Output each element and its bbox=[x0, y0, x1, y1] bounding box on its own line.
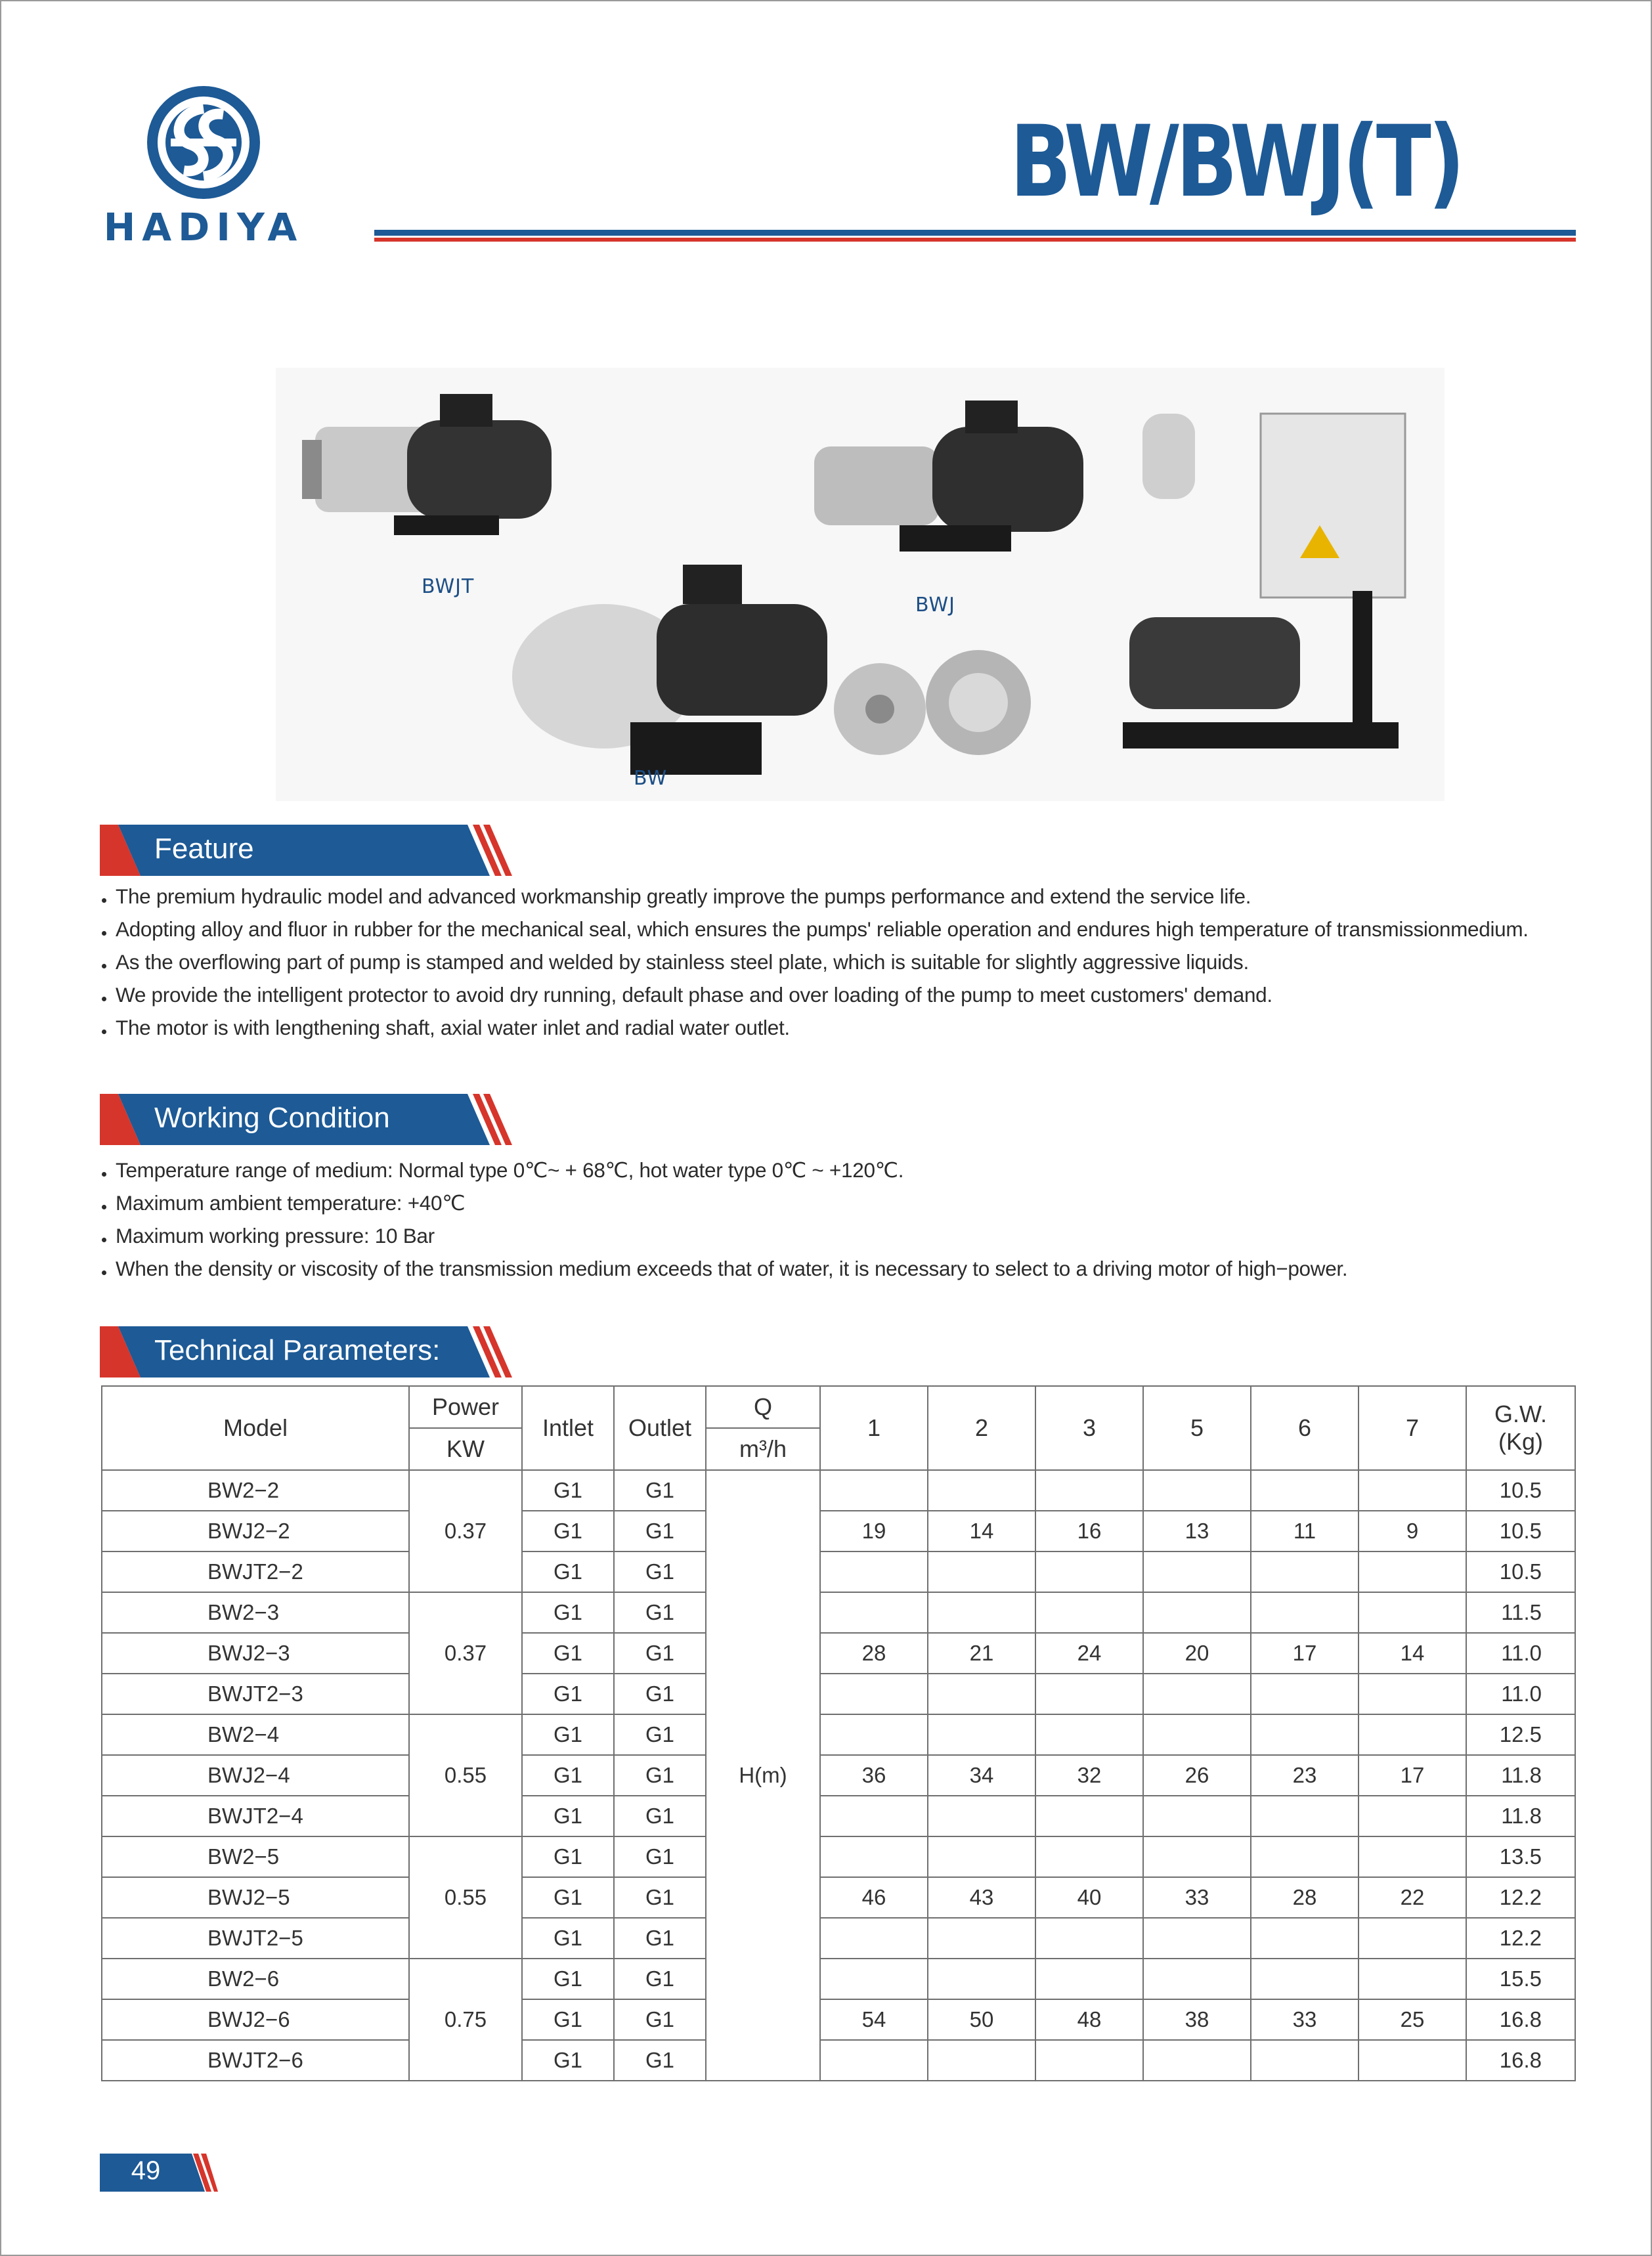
head-cell: 46 bbox=[820, 1877, 928, 1918]
table-row bbox=[102, 1999, 1575, 2040]
outlet-cell: G1 bbox=[614, 1877, 706, 1918]
inlet-cell: G1 bbox=[522, 1551, 614, 1592]
head-cell: 48 bbox=[1035, 1999, 1143, 2040]
gw-cell: 12.2 bbox=[1466, 1918, 1575, 1959]
head-cell: 22 bbox=[1359, 1877, 1466, 1918]
inlet-cell: G1 bbox=[522, 1714, 614, 1755]
head-cell: 19 bbox=[820, 1511, 928, 1551]
power-cell: 0.55 bbox=[409, 1714, 522, 1836]
model-cell: BWJT2−6 bbox=[102, 2040, 409, 2081]
working-condition-section-header bbox=[100, 1094, 520, 1145]
outlet-cell: G1 bbox=[614, 1633, 706, 1674]
header-rule bbox=[374, 230, 1576, 236]
inlet-header: Intlet bbox=[522, 1386, 614, 1470]
head-cell: 16 bbox=[1035, 1511, 1143, 1551]
model-cell: BWJT2−5 bbox=[102, 1918, 409, 1959]
head-cell: 9 bbox=[1359, 1511, 1466, 1551]
head-cell: 17 bbox=[1359, 1755, 1466, 1796]
flow-3-header: 3 bbox=[1035, 1386, 1143, 1470]
outlet-cell: G1 bbox=[614, 1470, 706, 1511]
gw-cell: 11.0 bbox=[1466, 1674, 1575, 1714]
table-row bbox=[102, 2040, 1575, 2081]
model-cell: BW2−2 bbox=[102, 1470, 409, 1511]
flow-7-header: 7 bbox=[1359, 1386, 1466, 1470]
table-row bbox=[102, 1877, 1575, 1918]
working-condition-item: Temperature range of medium: Normal type 0℃~ + 68℃, hot water type 0℃ ~ +120℃. bbox=[100, 1154, 1347, 1186]
inlet-cell: G1 bbox=[522, 1959, 614, 1999]
flow-5-header: 5 bbox=[1143, 1386, 1251, 1470]
table-row bbox=[102, 1674, 1575, 1714]
technical-section-header bbox=[100, 1326, 520, 1377]
head-cell: 28 bbox=[1251, 1877, 1359, 1918]
head-cell: 25 bbox=[1359, 1999, 1466, 2040]
working-condition-heading: Working Condition bbox=[154, 1102, 390, 1134]
head-cell: 40 bbox=[1035, 1877, 1143, 1918]
table-row bbox=[102, 1755, 1575, 1796]
model-cell: BWJ2−5 bbox=[102, 1877, 409, 1918]
inlet-cell: G1 bbox=[522, 1633, 614, 1674]
outlet-cell: G1 bbox=[614, 1836, 706, 1877]
feature-item: Adopting alloy and fluor in rubber for the mechanical seal, which ensures the pumps' reliable operation and endures high temperature of transmissionmedium. bbox=[100, 913, 1529, 945]
gw-cell: 10.5 bbox=[1466, 1551, 1575, 1592]
table-row bbox=[102, 1592, 1575, 1633]
outlet-cell: G1 bbox=[614, 2040, 706, 2081]
gw-cell: 10.5 bbox=[1466, 1470, 1575, 1511]
head-cell: 21 bbox=[928, 1633, 1035, 1674]
table-row bbox=[102, 1470, 1575, 1511]
flow-2-header: 2 bbox=[928, 1386, 1035, 1470]
table-row bbox=[102, 1959, 1575, 1999]
inlet-cell: G1 bbox=[522, 1918, 614, 1959]
feature-item: We provide the intelligent protector to avoid dry running, default phase and over loading of the pump to meet customers' demand. bbox=[100, 978, 1529, 1011]
head-cell: 33 bbox=[1143, 1877, 1251, 1918]
flow-6-header: 6 bbox=[1251, 1386, 1359, 1470]
model-cell: BWJ2−2 bbox=[102, 1511, 409, 1551]
head-label-cell: H(m) bbox=[706, 1470, 820, 2081]
outlet-cell: G1 bbox=[614, 1959, 706, 1999]
bwj-label: BWJ bbox=[915, 594, 956, 617]
feature-heading: Feature bbox=[154, 833, 254, 865]
power-unit-header: KW bbox=[409, 1428, 522, 1470]
table-row bbox=[102, 1714, 1575, 1755]
head-cell: 11 bbox=[1251, 1511, 1359, 1551]
head-cell: 26 bbox=[1143, 1755, 1251, 1796]
table-row bbox=[102, 1511, 1575, 1551]
inlet-cell: G1 bbox=[522, 1755, 614, 1796]
brand-name: HADIYA bbox=[103, 205, 304, 249]
outlet-cell: G1 bbox=[614, 1551, 706, 1592]
table-row bbox=[102, 1551, 1575, 1592]
outlet-cell: G1 bbox=[614, 1511, 706, 1551]
page-number: 49 bbox=[131, 2156, 161, 2185]
inlet-cell: G1 bbox=[522, 1470, 614, 1511]
head-cell: 43 bbox=[928, 1877, 1035, 1918]
model-cell: BWJ2−3 bbox=[102, 1633, 409, 1674]
gw-header-label: G.W. bbox=[1494, 1400, 1547, 1427]
head-cell: 36 bbox=[820, 1755, 928, 1796]
gw-cell: 12.5 bbox=[1466, 1714, 1575, 1755]
working-condition-list bbox=[100, 1154, 1347, 1285]
head-cell: 24 bbox=[1035, 1633, 1143, 1674]
gw-cell: 11.5 bbox=[1466, 1592, 1575, 1633]
head-cell: 17 bbox=[1251, 1633, 1359, 1674]
gw-cell: 15.5 bbox=[1466, 1959, 1575, 1999]
gw-cell: 12.2 bbox=[1466, 1877, 1575, 1918]
inlet-cell: G1 bbox=[522, 1877, 614, 1918]
gw-cell: 10.5 bbox=[1466, 1511, 1575, 1551]
power-cell: 0.55 bbox=[409, 1836, 522, 1959]
bw-label: BW bbox=[634, 767, 668, 790]
head-cell: 14 bbox=[1359, 1633, 1466, 1674]
inlet-cell: G1 bbox=[522, 1796, 614, 1836]
model-cell: BWJ2−4 bbox=[102, 1755, 409, 1796]
gw-header-unit: (Kg) bbox=[1498, 1428, 1543, 1455]
head-cell: 34 bbox=[928, 1755, 1035, 1796]
model-cell: BWJ2−6 bbox=[102, 1999, 409, 2040]
inlet-cell: G1 bbox=[522, 1511, 614, 1551]
head-cell: 54 bbox=[820, 1999, 928, 2040]
feature-list bbox=[100, 880, 1529, 1044]
model-cell: BW2−6 bbox=[102, 1959, 409, 1999]
head-cell: 33 bbox=[1251, 1999, 1359, 2040]
head-cell: 14 bbox=[928, 1511, 1035, 1551]
power-cell: 0.37 bbox=[409, 1592, 522, 1714]
gw-cell: 13.5 bbox=[1466, 1836, 1575, 1877]
outlet-cell: G1 bbox=[614, 1999, 706, 2040]
inlet-cell: G1 bbox=[522, 1674, 614, 1714]
model-cell: BW2−4 bbox=[102, 1714, 409, 1755]
gw-cell: 11.0 bbox=[1466, 1633, 1575, 1674]
page-title: BW/BWJ(T) bbox=[1009, 105, 1462, 219]
gw-header bbox=[1466, 1386, 1575, 1470]
model-header: Model bbox=[102, 1386, 409, 1470]
head-cell: 13 bbox=[1143, 1511, 1251, 1551]
feature-item: As the overflowing part of pump is stamped and welded by stainless steel plate, which is suitable for slightly aggressive liquids. bbox=[100, 945, 1529, 978]
head-cell: 38 bbox=[1143, 1999, 1251, 2040]
header-rule-accent bbox=[374, 238, 1576, 242]
gw-cell: 16.8 bbox=[1466, 2040, 1575, 2081]
head-cell: 23 bbox=[1251, 1755, 1359, 1796]
outlet-header: Outlet bbox=[614, 1386, 706, 1470]
table-header-row bbox=[102, 1386, 1575, 1428]
head-cell: 28 bbox=[820, 1633, 928, 1674]
table-row bbox=[102, 1918, 1575, 1959]
working-condition-item: Maximum ambient temperature: +40℃ bbox=[100, 1186, 1347, 1219]
bwjt-label: BWJT bbox=[422, 575, 475, 598]
model-cell: BWJT2−2 bbox=[102, 1551, 409, 1592]
working-condition-item: When the density or viscosity of the transmission medium exceeds that of water, it is necessary to select to a driving motor of high−power. bbox=[100, 1252, 1347, 1285]
power-cell: 0.75 bbox=[409, 1959, 522, 2081]
outlet-cell: G1 bbox=[614, 1755, 706, 1796]
model-cell: BW2−5 bbox=[102, 1836, 409, 1877]
q-unit-header: m³/h bbox=[706, 1428, 820, 1470]
feature-section-header bbox=[100, 825, 520, 876]
feature-item: The premium hydraulic model and advanced workmanship greatly improve the pumps performance and extend the service life. bbox=[100, 880, 1529, 913]
outlet-cell: G1 bbox=[614, 1592, 706, 1633]
outlet-cell: G1 bbox=[614, 1714, 706, 1755]
model-cell: BWJT2−3 bbox=[102, 1674, 409, 1714]
inlet-cell: G1 bbox=[522, 2040, 614, 2081]
gw-cell: 16.8 bbox=[1466, 1999, 1575, 2040]
working-condition-item: Maximum working pressure: 10 Bar bbox=[100, 1219, 1347, 1252]
head-cell: 20 bbox=[1143, 1633, 1251, 1674]
outlet-cell: G1 bbox=[614, 1796, 706, 1836]
technical-parameters-table bbox=[101, 1385, 1576, 2081]
head-cell: 32 bbox=[1035, 1755, 1143, 1796]
power-cell: 0.37 bbox=[409, 1470, 522, 1592]
table-row bbox=[102, 1796, 1575, 1836]
technical-heading: Technical Parameters: bbox=[154, 1334, 441, 1366]
table-row bbox=[102, 1836, 1575, 1877]
model-cell: BW2−3 bbox=[102, 1592, 409, 1633]
inlet-cell: G1 bbox=[522, 1592, 614, 1633]
flow-1-header: 1 bbox=[820, 1386, 928, 1470]
head-cell: 50 bbox=[928, 1999, 1035, 2040]
model-cell: BWJT2−4 bbox=[102, 1796, 409, 1836]
power-header: Power bbox=[409, 1386, 522, 1428]
inlet-cell: G1 bbox=[522, 1999, 614, 2040]
outlet-cell: G1 bbox=[614, 1918, 706, 1959]
feature-item: The motor is with lengthening shaft, axial water inlet and radial water outlet. bbox=[100, 1011, 1529, 1044]
table-row bbox=[102, 1633, 1575, 1674]
q-header: Q bbox=[706, 1386, 820, 1428]
outlet-cell: G1 bbox=[614, 1674, 706, 1714]
inlet-cell: G1 bbox=[522, 1836, 614, 1877]
gw-cell: 11.8 bbox=[1466, 1755, 1575, 1796]
gw-cell: 11.8 bbox=[1466, 1796, 1575, 1836]
